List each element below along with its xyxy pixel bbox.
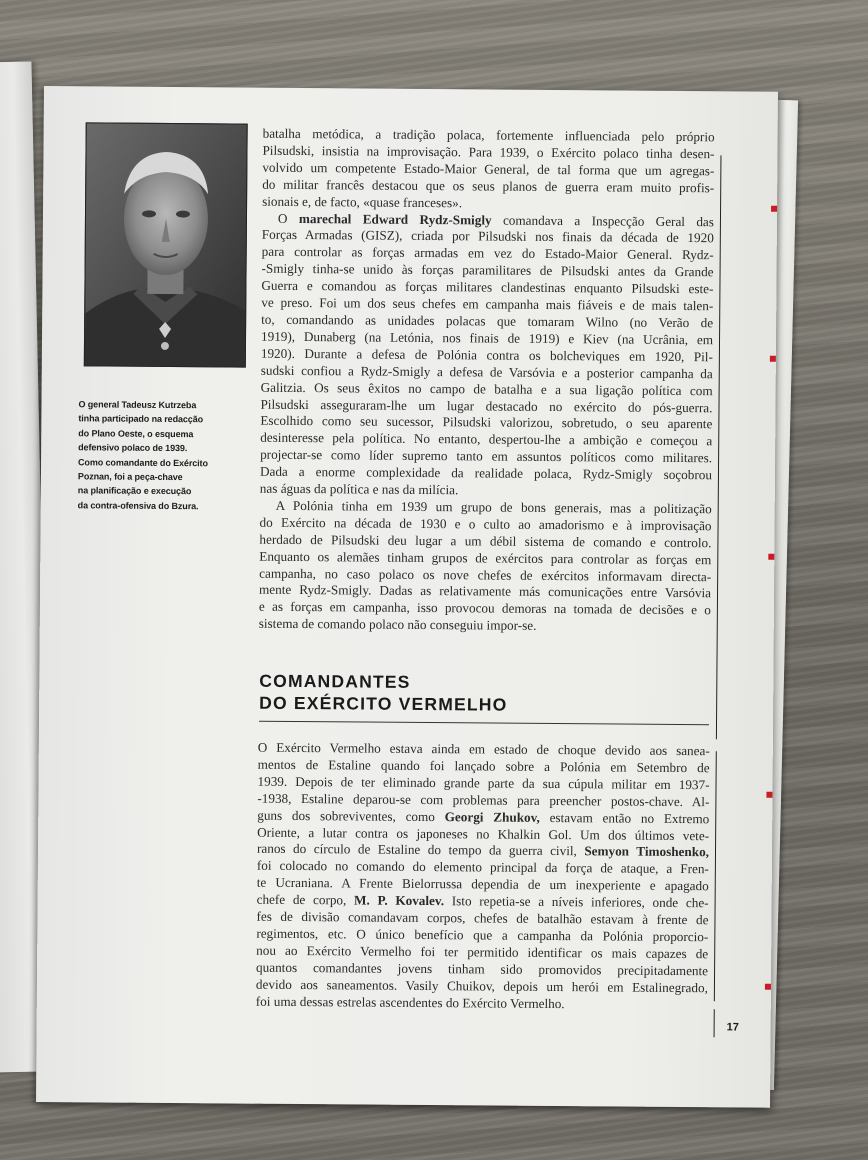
caption-line: na planificação e execução <box>77 485 192 497</box>
text-line: te Ucraniana. A Frente Bielorrussa dependia de um inexperiente e apagado <box>256 874 709 894</box>
text-line: sistema de comando polaco não conseguiu impor-se. <box>258 615 537 634</box>
column-rule <box>716 155 722 739</box>
text-line: 1920). Durante a defesa de Polónia contra os bolcheviques em 1920, Pil- <box>260 345 713 365</box>
text-line: volvido um competente Estado-Maior General, de tal forma que um agregas- <box>262 159 715 179</box>
text-line: projectar-se como líder supremo tanto em assuntos políticos como militares. <box>260 446 713 466</box>
text-line: A Polónia tinha em 1939 um grupo de bons generais, mas a politização <box>275 497 712 517</box>
heading-line: DO EXÉRCITO VERMELHO <box>259 692 508 715</box>
text-fragment: O <box>277 210 299 226</box>
text-fragment: comandava a Inspecção Geral das <box>491 212 715 229</box>
photo-caption <box>78 397 257 514</box>
text-line: quantos comandantes jovens tinham sido promovidos precipitadamente <box>256 959 709 979</box>
text-line: para controlar as forças armadas em vez do Estado-Maior General. Rydz- <box>261 244 714 263</box>
text-line: Enquanto os alemães tinham grupos de exércitos para controlar as forças em <box>259 548 712 567</box>
bold-name-rydz-smigly: marechal Edward Rydz-Smigly <box>298 210 492 228</box>
book-page <box>36 86 778 1108</box>
body-text-top <box>259 126 715 637</box>
caption-line: do Plano Oeste, o esquema <box>78 428 194 439</box>
bold-name-kovalev: M. P. Kovalev. <box>354 892 445 909</box>
text-line: fes de divisão comandavam corpos, chefes de batalhão estavam à frente de <box>256 908 709 928</box>
text-line: do Exército na década de 1930 e o culto ao amadorismo e à improvisação <box>259 514 712 534</box>
text-line: -Smigly tinha-se unido às forças paramilitares de Pilsudski antes da Grande <box>261 260 714 280</box>
text-line: -1938, Estaline deparou-se com problemas para preencher postos-chave. Al- <box>257 790 710 809</box>
caption-line: O general Tadeusz Kutrzeba <box>78 399 197 411</box>
text-line: desinteresse pela política. No entanto, despertou-lhe a ambição e começou a <box>260 430 713 449</box>
text-line: Guerra e comandou as forças militares clandestinas enquanto Pilsudski este- <box>261 277 714 297</box>
text-line: Oriente, a lutar contra os japoneses no Khalkin Gol. Um dos últimos vete- <box>257 824 710 843</box>
portrait-photo-kutrzeba <box>84 122 248 367</box>
page-number-rule <box>714 1009 715 1037</box>
red-tab-marker <box>765 984 771 990</box>
text-line: Pilsudski asseguraram-lhe um lugar destacado no exército do pós-guerra. <box>260 396 713 415</box>
text-line: sionais e, de facto, «quase franceses». <box>262 193 463 210</box>
text-line: do militar francês destacou que os seus planos de guerra eram muito profis- <box>262 176 715 195</box>
text-line: mente Rydz-Smigly. Dadas as relativamente más comunicações entre Varsóvia <box>258 582 712 601</box>
bold-name-zhukov: Georgi Zhukov, <box>444 808 540 825</box>
text-line: regimentos, etc. O único benefício que a campanha da Polónia proporcio- <box>256 925 709 945</box>
text-fragment: chefe de corpo, <box>256 891 355 908</box>
text-line: campanha, no caso polaco os nove chefes de exércitos informavam directa- <box>259 565 712 584</box>
heading-line: COMANDANTES <box>259 670 411 692</box>
text-line: O Exército Vermelho estava ainda em estado de choque devido aos sanea- <box>257 739 710 759</box>
page-number: 17 <box>726 1021 739 1034</box>
bold-name-timoshenko: Semyon Timoshenko, <box>584 843 710 860</box>
text-line: Dada a enorme complexidade da realidade polaca, Rydz-Smigly soçobrou <box>259 463 713 483</box>
text-fragment: estavam então no Extremo <box>539 809 710 826</box>
text-line: devido aos saneamentos. Vasily Chuikov, depois um herói em Estalinegrado, <box>255 976 708 995</box>
text-line: Pilsudski, insistia na improvisação. Para 1939, o Exército polaco tinha desen- <box>262 142 715 162</box>
section-heading <box>259 670 508 716</box>
column-rule <box>714 751 717 1001</box>
red-tab-marker <box>770 356 776 362</box>
text-line: ve preso. Foi um dos seus chefes em campanha mais fiáveis e de mais talen- <box>261 294 714 314</box>
text-line: nou ao Exército Vermelho foi ter permitido identificar os mais capazes de <box>256 942 709 962</box>
text-fragment: guns dos sobreviventes, como <box>257 807 445 824</box>
caption-line: defensivo polaco de 1939. <box>78 442 188 454</box>
heading-rule <box>259 721 709 726</box>
text-line: foi colocado no comando do elemento principal da força de ataque, a Fren- <box>256 858 709 877</box>
caption-line: da contra-ofensiva do Bzura. <box>77 500 199 512</box>
body-text-bottom <box>256 740 710 1014</box>
text-line: e as forças em campanha, isso provocou demoras na tomada de decisões e o <box>258 599 711 618</box>
red-tab-marker <box>766 792 772 798</box>
caption-line: tinha participado na redacção <box>78 413 204 425</box>
text-line: batalha metódica, a tradição polaca, fortemente influenciada pelo próprio <box>262 125 715 145</box>
text-line: to, comandando as unidades polacas que tomaram Wilno (no Verão de <box>261 311 714 331</box>
text-line: sudski confiou a Rydz-Smigly a defesa de Varsóvia e a posterior campanha da <box>260 362 713 381</box>
text-line: Escolhido como seu sucessor, Pilsudski valorizou, sobretudo, o seu aparente <box>260 413 713 432</box>
text-line: herdado de Pilsudski deu lugar a um débil sistema de comando e controlo. <box>259 531 712 551</box>
caption-line: Poznan, foi a peça-chave <box>77 471 183 483</box>
red-tab-marker <box>771 206 777 212</box>
text-line: nas águas da política e nas da milícia. <box>259 480 459 498</box>
red-tab-marker <box>768 554 774 560</box>
portrait-image <box>85 123 247 366</box>
text-line: 1919), Dunaberg (na Letónia, nos finais de 1919) e Kiev (na Ucrânia, em <box>260 328 714 348</box>
text-line: Galitzia. Os seus êxitos no campo de batalha e a sua ligação política com <box>260 379 713 398</box>
text-line: 1939. Depois de ter eliminado grande parte da sua cúpula militar em 1937- <box>257 773 710 793</box>
text-fragment: ranos do círculo de Estaline do tempo da guerra civil, <box>256 841 585 859</box>
caption-line: Como comandante do Exército <box>78 456 208 468</box>
text-line: Forças Armadas (GISZ), criada por Pilsudski nos finais da década de 1920 <box>261 227 714 246</box>
text-line: foi uma dessas estrelas ascendentes do Exército Vermelho. <box>255 993 565 1011</box>
text-fragment: Isto repetia-se a níveis inferiores, onde che- <box>444 893 709 911</box>
text-line: mentos de Estaline quando foi lançado sobre a Polónia em Setembro de <box>257 756 710 776</box>
